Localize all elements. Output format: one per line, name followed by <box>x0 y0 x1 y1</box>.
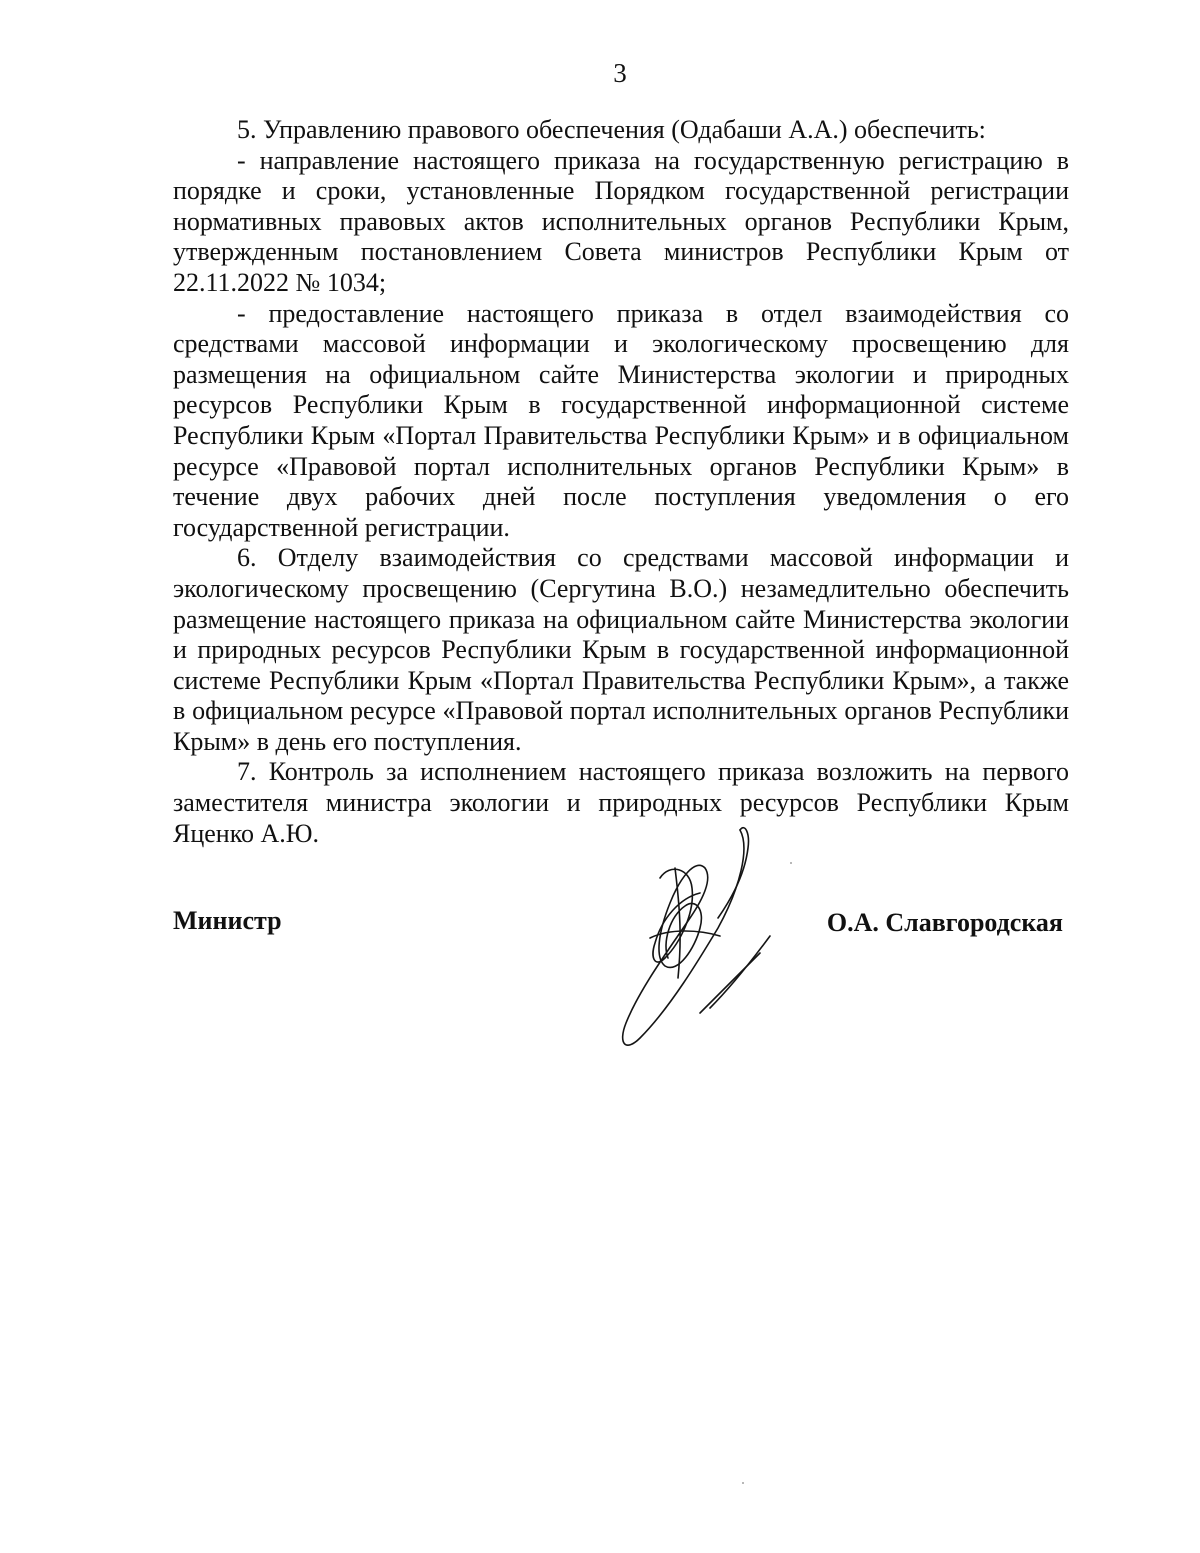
paragraph-7: 7. Контроль за исполнением настоящего приказа возложить на первого заместителя министра экологии и природных ресурсов Республики Крым Яценко А.Ю. <box>173 757 1069 848</box>
signer-name: О.А. Славгородская <box>826 908 1063 937</box>
paragraph-6: 6. Отделу взаимодействия со средствами массовой информации и экологическому просвещению (Сергутина В.О.) незамедлительно обеспечить размещение настоящего приказа на официальном сайте Министерства экологии и природных ресурсов Республики Крым в государственной информационной системе Республики Крым «Портал Правительства Республики Крым», а также в официальном ресурсе «Правовой портал исполнительных органов Республики Крым» в день его поступления. <box>173 543 1069 756</box>
paragraph-5-item-publication: - предоставление настоящего приказа в отдел взаимодействия со средствами массовой информации и экологическому просвещению для размещения на официальном сайте Министерства экологии и природных ресурсов Республики Крым в государственной информационной системе Республики Крым «Портал Правительства Республики Крым» и в официальном ресурсе «Правовой портал исполнительных органов Республики Крым» в течение двух рабочих дней после поступления уведомления о его государственной регистрации. <box>173 298 1069 542</box>
document-body <box>173 115 1069 849</box>
paragraph-5: 5. Управлению правового обеспечения (Одабаши А.А.) обеспечить: <box>237 115 986 144</box>
handwritten-signature <box>600 818 820 1058</box>
paragraph-5-item-registration: - направление настоящего приказа на государственную регистрацию в порядке и сроки, установленные Порядком государственной регистрации нормативных правовых актов исполнительных органов Республики Крым, утвержденным постановлением Совета министров Республики Крым от 22.11.2022 № 1034; <box>173 145 1069 297</box>
scan-speck <box>790 862 792 864</box>
scan-speck <box>742 1482 744 1484</box>
page-number: 3 <box>613 58 627 88</box>
signer-title: Министр <box>173 906 282 935</box>
